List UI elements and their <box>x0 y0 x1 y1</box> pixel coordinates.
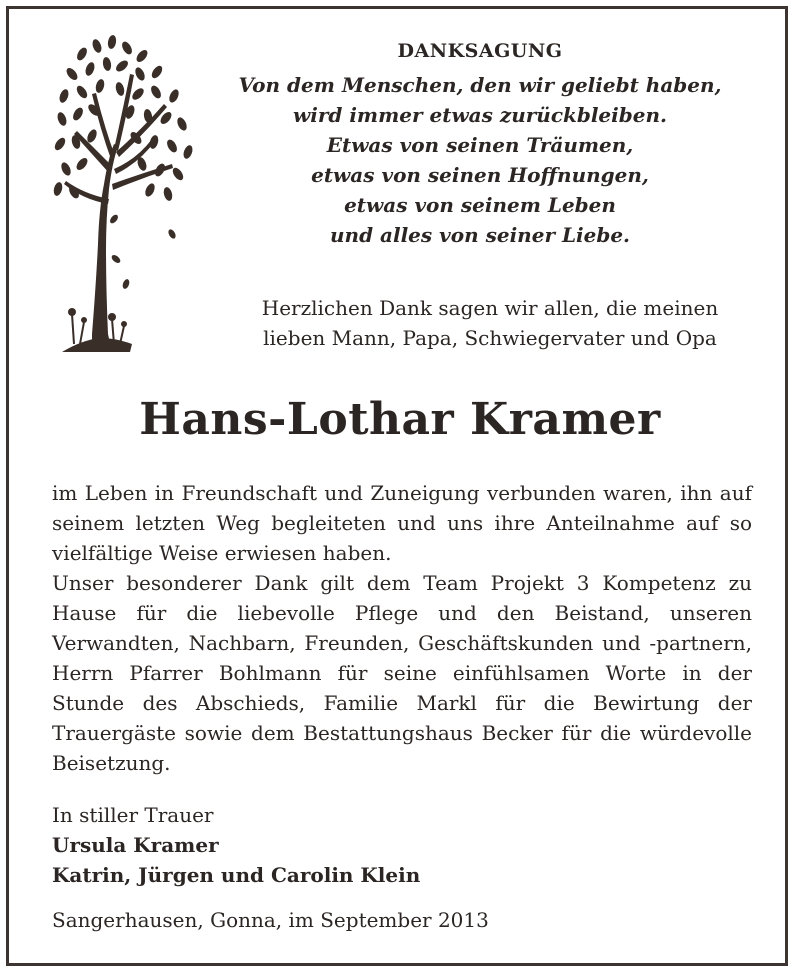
poem-line: etwas von seinem Leben <box>344 193 616 217</box>
intro-line: Herzlichen Dank sagen wir allen, die meinen <box>261 296 719 320</box>
intro-line: lieben Mann, Papa, Schwiegervater und Opa <box>263 326 717 350</box>
body-text <box>52 478 752 778</box>
deceased-name: Hans-Lothar Kramer <box>139 394 661 445</box>
poem <box>210 70 750 250</box>
tree-illustration <box>52 34 197 354</box>
signatory-1: Ursula Kramer <box>52 833 219 857</box>
paragraph-1: im Leben in Freundschaft und Zuneigung verbunden waren, ihn auf seinem letzten Weg begleiteten und uns ihre Anteilnahme auf so vielfältige Weise erwiesen haben. <box>52 481 752 565</box>
paragraph-2: Unser besonderer Dank gilt dem Team Projekt 3 Kompetenz zu Hause für die liebevolle Pflege und den Beistand, unseren Verwandten, Nachbarn, Freunden, Geschäftskunden und -partnern, Herrn Pfarrer Bohlmann für seine einfühlsamen Worte in der Stunde des Abschieds, Familie Markl für die Bewirtung der Trauergäste sowie dem Bestattungshaus Becker für die würdevolle Beisetzung. <box>52 571 752 775</box>
mourning-line: In stiller Trauer <box>52 803 214 827</box>
notice-title: DANKSAGUNG <box>397 40 563 62</box>
place-date: Sangerhausen, Gonna, im September 2013 <box>52 908 489 932</box>
poem-line: Etwas von seinen Träumen, <box>326 133 634 157</box>
intro-text <box>220 293 760 353</box>
heading-block <box>210 40 750 250</box>
poem-line: wird immer etwas zurückbleiben. <box>293 103 667 127</box>
poem-line: und alles von seiner Liebe. <box>330 223 630 247</box>
signatory-2: Katrin, Jürgen und Carolin Klein <box>52 863 421 887</box>
poem-line: Von dem Menschen, den wir geliebt haben, <box>238 73 722 97</box>
signature-block <box>52 800 752 890</box>
poem-line: etwas von seinen Hoffnungen, <box>311 163 649 187</box>
